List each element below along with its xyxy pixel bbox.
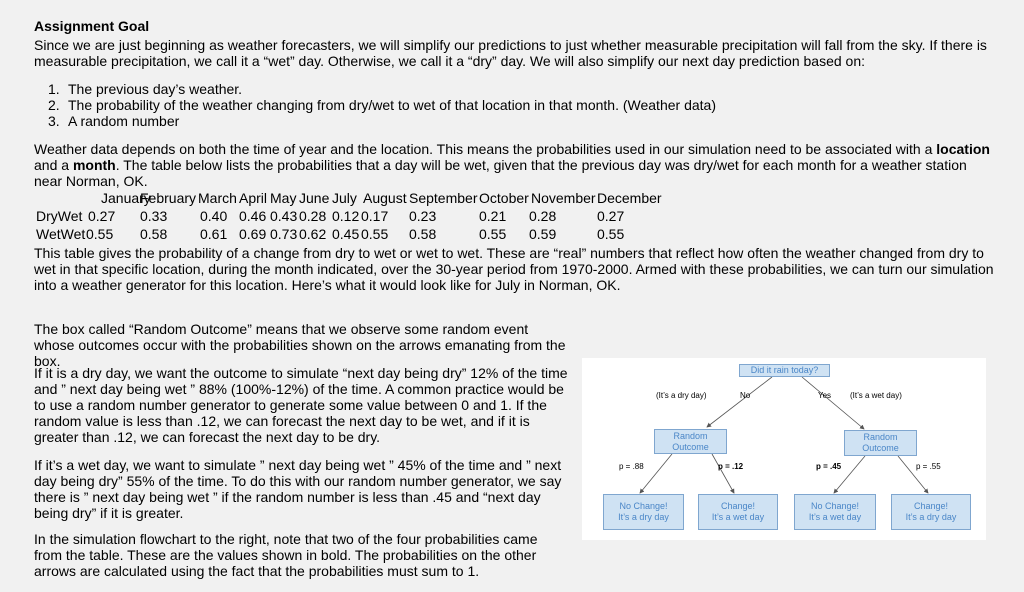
month-header: July (332, 190, 357, 206)
table-cell: 0.45 (332, 226, 360, 242)
table-explanation-paragraph: This table gives the probability of a change from dry to wet or wet to wet. These are “real” numbers that reflect how often the weather changed from dry to wet in that specific location, during the month indicated, over the 30-year period from 1970-2000. Armed with these probabilities, we can turn our simulation into a weather generator for this location. Here’s what it would look like for July in Norman, OK. (34, 245, 994, 293)
table-cell: 0.59 (529, 226, 557, 242)
month-header: May (270, 190, 297, 206)
leaf-no-change-wet: No Change! It’s a wet day (794, 494, 876, 530)
arrow-p12 (712, 454, 734, 493)
arrow-p88 (640, 454, 672, 493)
month-header: November (531, 190, 596, 206)
table-cell: 0.46 (239, 208, 267, 224)
table-cell: 0.28 (299, 208, 327, 224)
month-header: June (299, 190, 330, 206)
table-cell: 0.27 (597, 208, 625, 224)
month-header: September (409, 190, 478, 206)
row-label-wetwet: WetWet (36, 226, 86, 242)
leaf-change-wet: Change! It’s a wet day (698, 494, 778, 530)
label-no: No (740, 391, 751, 400)
table-cell: 0.55 (361, 226, 389, 242)
table-cell: 0.62 (299, 226, 327, 242)
arrow-yes (802, 377, 864, 429)
simulation-flowchart (582, 358, 986, 540)
label-dry-day: (It’s a dry day) (656, 391, 707, 400)
dry-day-paragraph: If it is a dry day, we want the outcome to simulate “next day being dry” 12% of the time and ” next day being wet ” 88% (100%-12%) of the time. A common practice would be to use a random number generator to generate some value between 0 and 1. If the random value is less than .12, we can forecast the next day to be wet, and if it is greater than .12, we can forecast the next day to be dry. (34, 365, 568, 445)
weather-data-paragraph: Weather data depends on both the time of year and the location. This means the probabilities used in our simulation need to be associated with a location and a month. The table below lists the probabilities that a day will be wet, given that the previous day was dry/wet for each month for a weather station near Norman, OK. (34, 141, 990, 189)
step-item: 1. The previous day’s weather. (48, 81, 243, 97)
row-label-drywet: DryWet (36, 208, 83, 224)
prob-45: p = .45 (816, 462, 842, 471)
prob-12: p = .12 (718, 462, 744, 471)
flowchart-note-paragraph: In the simulation flowchart to the right, note that two of the four probabilities came from the table. These are the values shown in bold. The probabilities on the other arrows are calculated using the fact that the probabilities must sum to 1. (34, 531, 538, 579)
table-cell: 0.69 (239, 226, 267, 242)
table-cell: 0.73 (270, 226, 298, 242)
table-cell: 0.33 (140, 208, 168, 224)
table-cell: 0.21 (479, 208, 507, 224)
leaf-no-change-dry: No Change! It’s a dry day (603, 494, 684, 530)
month-header: October (479, 190, 529, 206)
table-cell: 0.28 (529, 208, 557, 224)
month-header: December (597, 190, 662, 206)
table-cell: 0.40 (200, 208, 228, 224)
month-header: April (239, 190, 268, 206)
table-cell: 0.58 (140, 226, 168, 242)
intro-paragraph: Since we are just beginning as weather forecasters, we will simplify our predictions to just whether measurable precipitation will fall from the sky. If there is measurable precipitation, we call it a “wet” day. Otherwise, we call it a “dry” day. We will also simplify our next day prediction based on: (34, 37, 987, 69)
table-cell: 0.55 (597, 226, 625, 242)
table-cell: 0.55 (479, 226, 507, 242)
table-cell: 0.12 (332, 208, 360, 224)
random-outcome-paragraph: The box called “Random Outcome” means that we observe some random event whose outcomes occur with the probabilities shown on the arrows emanating from the box. (34, 321, 566, 369)
step-item: 2. The probability of the weather changing from dry/wet to wet of that location in that month. (Weather data) (48, 97, 716, 113)
table-cell: 0.61 (200, 226, 228, 242)
label-wet-day: (It’s a wet day) (850, 391, 902, 400)
wet-day-paragraph: If it’s a wet day, we want to simulate ” next day being wet ” 45% of the time and ” next day being dry” 55% of the time. To do this with our random number generator, we say there is ” next day being wet ” if the random number is less than .45 and “next day being dry” if it is greater. (34, 457, 562, 521)
prediction-steps (34, 81, 716, 129)
table-cell: 0.27 (88, 208, 116, 224)
month-header: August (363, 190, 407, 206)
table-cell: 0.23 (409, 208, 437, 224)
leaf-change-dry: Change! It’s a dry day (891, 494, 971, 530)
table-cell: 0.17 (361, 208, 389, 224)
table-cell: 0.43 (270, 208, 298, 224)
prob-55: p = .55 (916, 462, 941, 471)
assignment-heading: Assignment Goal (34, 18, 150, 34)
step-item: 3. A random number (48, 113, 180, 129)
node-random-outcome-wet: Random Outcome (844, 430, 917, 456)
prob-88: p = .88 (619, 462, 644, 471)
node-random-outcome-dry: Random Outcome (654, 429, 727, 454)
arrow-no (707, 377, 772, 427)
month-header: March (198, 190, 237, 206)
month-header: February (140, 190, 197, 206)
node-did-it-rain: Did it rain today? (739, 364, 830, 377)
table-cell: 0.55 (86, 226, 114, 242)
table-cell: 0.58 (409, 226, 437, 242)
label-yes: Yes (818, 391, 832, 400)
month-header: January (101, 190, 151, 206)
